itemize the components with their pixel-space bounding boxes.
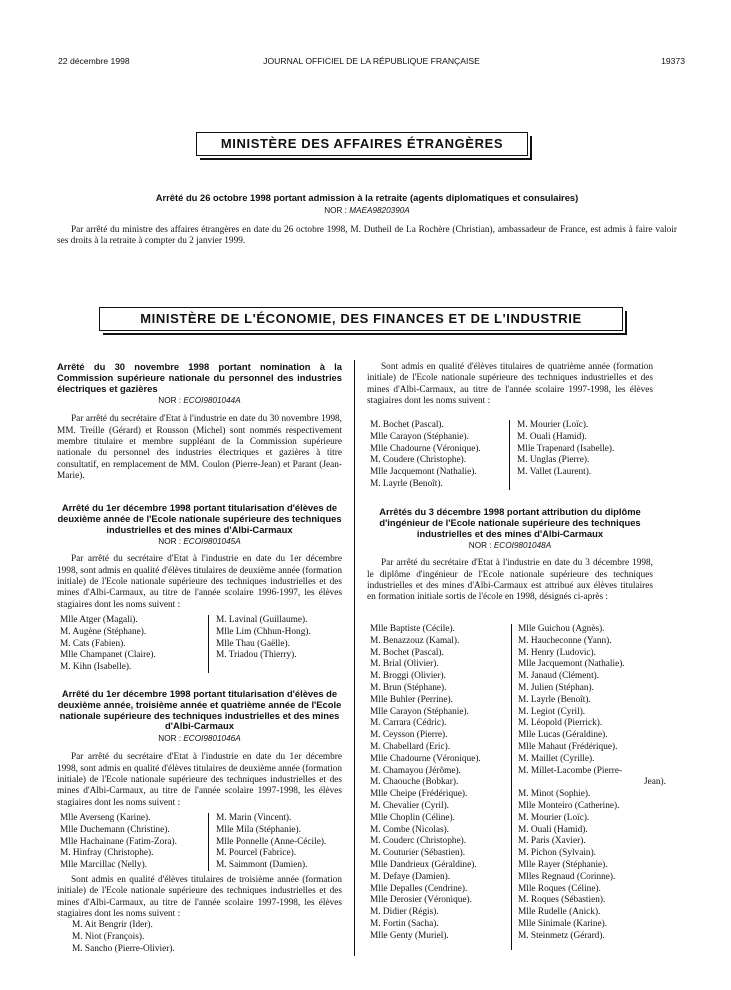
arrete-titularisation-2a-body: Par arrêté du secrétaire d'Etat à l'industrie en date du 1er décembre 1998, sont admis en qualité d'élèves titulaires de deuxième année (formation initiale) de l'Ecole nationale supérieure des techniques industrielles et des mines d'Albi-Carmaux, au titre de l'année scolaire 1996-1997, les élèves stagiaires dont les noms suivent :	[57, 554, 342, 610]
arrete-titularisation-2a-nor: NOR : ECOI9801045A	[158, 537, 241, 547]
list-item: M. Chaouche (Bobkar).	[370, 777, 459, 788]
list-item: M. Steinmetz (Gérard).	[518, 930, 605, 941]
list-item: M. Roques (Sébastien).	[518, 895, 606, 906]
list-item: Mlle Chadourne (Véronique).	[370, 443, 481, 454]
names-3a-right	[216, 813, 326, 872]
ministry-affaires-etrangeres-box: MINISTÈRE DES AFFAIRES ÉTRANGÈRES	[196, 132, 528, 156]
list-item: M. Ouali (Hamid).	[517, 431, 587, 442]
list-item: M. Coudere (Christophe).	[370, 455, 467, 466]
names-2a-right	[216, 615, 311, 662]
list-item: Jean).	[644, 777, 666, 788]
arrete-titularisation-multi-nor: NOR : ECOI9801046A	[158, 734, 241, 744]
arrete-retraite-nor: NOR : MAEA9820390A	[324, 205, 410, 215]
list-item: M. Pourcel (Fabrice).	[216, 848, 297, 859]
list-item: Mlle Atger (Magali).	[60, 615, 138, 625]
list-item: Mlle Duchemann (Christine).	[60, 824, 170, 835]
list-item: M. Maillet (Cyrille).	[518, 753, 595, 764]
arrete-retraite	[57, 193, 677, 247]
list-item: M. Ait Bengrir (Ider).	[72, 920, 153, 930]
names-4e-left	[370, 420, 481, 491]
list-item: M. Saimmont (Damien).	[216, 860, 308, 871]
list-item: Mlle Hachainane (Fatim-Zora).	[60, 836, 177, 847]
list-item: Mlle Ponnelle (Anne-Cécile).	[216, 836, 327, 847]
list-item: M. Julien (Stéphan).	[518, 682, 594, 693]
list-item: Mlle Depalles (Cendrine).	[370, 883, 468, 894]
list-item: M. Ouali (Hamid).	[518, 824, 588, 835]
list-item: M. Bochet (Pascal).	[370, 420, 444, 430]
list-item: M. Paris (Xavier).	[518, 836, 586, 847]
list-item: M. Cats (Fabien).	[60, 638, 126, 649]
header-page-number: 19373	[661, 56, 685, 66]
list-item: M. Hinfray (Christophe).	[60, 848, 154, 859]
list-item: Mlle Chadourne (Véronique).	[370, 753, 481, 764]
list-item: M. Broggi (Olivier).	[370, 671, 446, 682]
list-item: M. Minot (Sophie).	[518, 789, 591, 800]
list-item: M. Triadou (Thierry).	[216, 650, 297, 661]
list-item: M. Couturier (Sébastien).	[370, 848, 466, 859]
arrete-3e-annee-body: Sont admis en qualité d'élèves titulaires de troisième année (formation initiale) de l'Ecole nationale supérieure des techniques industrielles et des mines d'Albi-Carmaux, au titre de l'année scolaire 1997-1998, les élèves stagiaires dont les noms suivent :	[57, 875, 342, 919]
list-item: M. Legiot (Cyril).	[518, 706, 586, 717]
list-item: M. Layrle (Benoît).	[518, 694, 591, 705]
list-item: Mlle Averseng (Karine).	[60, 813, 151, 823]
list-item: M. Niot (François).	[72, 931, 145, 942]
list-item: M. Millet-Lacombe (Pierre-	[518, 765, 623, 776]
names-4e-divider	[509, 420, 510, 490]
names-3e-annee	[72, 920, 175, 955]
column-separator	[354, 360, 355, 956]
list-item: Mlle Dandrieux (Géraldine).	[370, 859, 477, 870]
header-journal: JOURNAL OFFICIEL DE LA RÉPUBLIQUE FRANÇAISE	[263, 56, 480, 66]
arrete-3e-annee	[57, 875, 342, 920]
list-item: M. Chevalier (Cyril).	[370, 800, 450, 811]
arrete-titularisation-multi	[57, 689, 342, 809]
arrete-commission-nor: NOR : ECOI9801044A	[158, 396, 241, 406]
arrete-retraite-body: Par arrêté du ministre des affaires étrangères en date du 26 octobre 1998, M. Dutheil de La Rochère (Christian), ambassadeur de France, est admis à faire valoir ses droits à la retraite à compter du 2 janvier 1999.	[57, 224, 677, 247]
list-item: M. Chabellard (Eric).	[370, 741, 451, 752]
list-item: M. Benazzouz (Kamal).	[370, 635, 460, 646]
arrete-titularisation-2a-title: Arrêté du 1er décembre 1998 portant titularisation d'élèves de deuxième année de l'Ecole nationale supérieure des techniques industrielles et des mines d'Albi-Carmaux	[57, 502, 342, 535]
list-item: M. Brial (Olivier).	[370, 659, 439, 670]
list-item: Mlle Carayon (Stéphanie).	[370, 431, 469, 442]
list-item: Mlle Jacquemont (Nathalie).	[370, 467, 477, 478]
names-diplome-divider	[511, 624, 512, 950]
header-date: 22 décembre 1998	[58, 56, 130, 66]
names-3a-divider	[208, 813, 209, 871]
arrete-4e-annee-body: Sont admis en qualité d'élèves titulaires de quatrième année (formation initiale) de l'Ecole nationale supérieure des techniques industrielles et des mines d'Albi-Carmaux, au titre de l'année scolaire 1997-1998, les élèves stagiaires dont les noms suivent :	[367, 362, 653, 406]
list-item: Mlle Marcillac (Nelly).	[60, 860, 147, 871]
list-item: M. Henry (Ludovic).	[518, 647, 596, 658]
list-item: Mlle Rudelle (Anick).	[518, 907, 601, 918]
list-item: M. Combe (Nicolas).	[370, 824, 450, 835]
list-item: M. Didier (Régis).	[370, 907, 439, 918]
list-item: M. Bochet (Pascal).	[370, 647, 444, 658]
list-item: M. Haucheconne (Yann).	[518, 635, 612, 646]
list-item: M. Janaud (Clément).	[518, 671, 600, 682]
names-2a-left	[60, 615, 156, 674]
arrete-retraite-title: Arrêté du 26 octobre 1998 portant admission à la retraite (agents diplomatiques et consulaires)	[155, 192, 579, 203]
arretes-diplome-body: Par arrêté du secrétaire d'Etat à l'industrie en date du 3 décembre 1998, le diplôme d'ingénieur de l'Ecole nationale supérieure des techniques industrielles et des mines d'Albi-Carmaux est attribué aux élèves titulaires en formation initiale sortis de l'école en 1998, désignés ci-après :	[367, 558, 653, 603]
list-item: Mlle Monteiro (Catherine).	[518, 800, 620, 811]
list-item: M. Couderc (Christophe).	[370, 836, 467, 847]
names-diplome-right	[518, 624, 666, 943]
list-item: M. Chamayou (Jérôme).	[370, 765, 461, 776]
list-item: M. Unglas (Pierre).	[517, 455, 590, 466]
list-item: Mlle Derosier (Véronique).	[370, 895, 472, 906]
arrete-commission-title: Arrêté du 30 novembre 1998 portant nomination à la Commission supérieure nationale du personnel des industries électriques et gazières	[57, 361, 342, 394]
list-item: Mlle Guichou (Agnès).	[518, 624, 605, 634]
list-item: Mlles Regnaud (Corinne).	[518, 871, 616, 882]
list-item: M. Layrle (Benoît).	[370, 478, 443, 489]
list-item: Mlle Mila (Stéphanie).	[216, 824, 301, 835]
arrete-4e-annee	[367, 362, 653, 407]
list-item: Mlle Lucas (Géraldine).	[518, 730, 608, 741]
names-diplome-left	[370, 624, 481, 943]
list-item: M. Carrara (Cédric).	[370, 718, 447, 729]
list-item: Mlle Sinimale (Karine).	[518, 918, 608, 929]
list-item: M. Augène (Stéphane).	[60, 626, 147, 637]
arrete-titularisation-multi-body: Par arrêté du secrétaire d'Etat à l'industrie en date du 1er décembre 1998, sont admis en qualité d'élèves titulaires de deuxième année (formation initiale) de l'Ecole nationale supérieure des techniques industrielles et des mines d'Albi-Carmaux, au titre de l'année scolaire 1997-1998, les élèves stagiaires dont les noms suivent :	[57, 752, 342, 808]
arretes-diplome-nor: NOR : ECOI9801048A	[468, 541, 552, 551]
names-2a-divider	[208, 615, 209, 673]
arrete-commission-body: Par arrêté du secrétaire d'Etat à l'industrie en date du 30 novembre 1998, MM. Treille (Gérard) et Rousson (Michel) sont nommés respectivement membre titulaire et membre suppléant de la Commission supérieure nationale du personnel des industries électriques et gazières à titre consultatif, en remplacement de MM. Coulon (Pierre-Jean) et Parant (Jean-Marie).	[57, 414, 342, 482]
list-item: Mlle Trapenard (Isabelle).	[517, 443, 615, 454]
list-item: Mlle Carayon (Stéphanie).	[370, 706, 469, 717]
arrete-commission	[57, 362, 342, 482]
names-4e-right	[517, 420, 614, 479]
list-item: M. Pichon (Sylvain).	[518, 848, 596, 859]
list-item: Mlle Jacquemont (Nathalie).	[518, 659, 625, 670]
names-3a-left	[60, 813, 177, 872]
arretes-diplome	[367, 507, 653, 604]
list-item: M. Brun (Stéphane).	[370, 682, 447, 693]
list-item: Mlle Thau (Gaëlle).	[216, 638, 290, 649]
list-item: M. Ceysson (Pierre).	[370, 730, 448, 741]
list-item: M. Marin (Vincent).	[216, 813, 292, 823]
list-item: Mlle Lim (Chhun-Hong).	[216, 626, 311, 637]
list-item: Mlle Rayer (Stéphanie).	[518, 859, 608, 870]
arrete-titularisation-2a	[57, 503, 342, 611]
list-item: Mlle Choplin (Céline).	[370, 812, 455, 823]
list-item: Mlle Cheipe (Frédérique).	[370, 789, 468, 800]
arretes-diplome-title: Arrêtés du 3 décembre 1998 portant attribution du diplôme d'ingénieur de l'Ecole nationale supérieure des techniques industrielles et des mines d'Albi-Carmaux	[379, 506, 641, 539]
list-item: M. Mourier (Loïc).	[518, 812, 590, 823]
list-item: Mlle Mahaut (Frédérique).	[518, 741, 618, 752]
page-header	[58, 56, 685, 68]
list-item: M. Sancho (Pierre-Olivier).	[72, 943, 175, 954]
list-item: M. Lavinal (Guillaume).	[216, 615, 308, 625]
list-item: M. Defaye (Damien).	[370, 871, 451, 882]
list-item: Mlle Roques (Céline).	[518, 883, 601, 894]
list-item: Mlle Baptiste (Cécile).	[370, 624, 455, 634]
list-item: M. Mourier (Loïc).	[517, 420, 589, 430]
list-item: M. Fortin (Sacha).	[370, 918, 439, 929]
list-item: Mlle Buhler (Perrine).	[370, 694, 453, 705]
ministry-economie-box: MINISTÈRE DE L'ÉCONOMIE, DES FINANCES ET DE L'INDUSTRIE	[99, 307, 623, 331]
list-item: M. Léopold (Pierrick).	[518, 718, 603, 729]
list-item: Mlle Genty (Muriel).	[370, 930, 449, 941]
list-item: M. Kihn (Isabelle).	[60, 662, 132, 673]
arrete-titularisation-multi-title: Arrêté du 1er décembre 1998 portant titularisation d'élèves de deuxième année, troisième année et quatrième année de l'Ecole nationale supérieure des techniques industrielles et des mines d'Albi-Carmaux	[57, 688, 342, 732]
list-item: Mlle Champanet (Claire).	[60, 650, 156, 661]
list-item: M. Vallet (Laurent).	[517, 467, 592, 478]
